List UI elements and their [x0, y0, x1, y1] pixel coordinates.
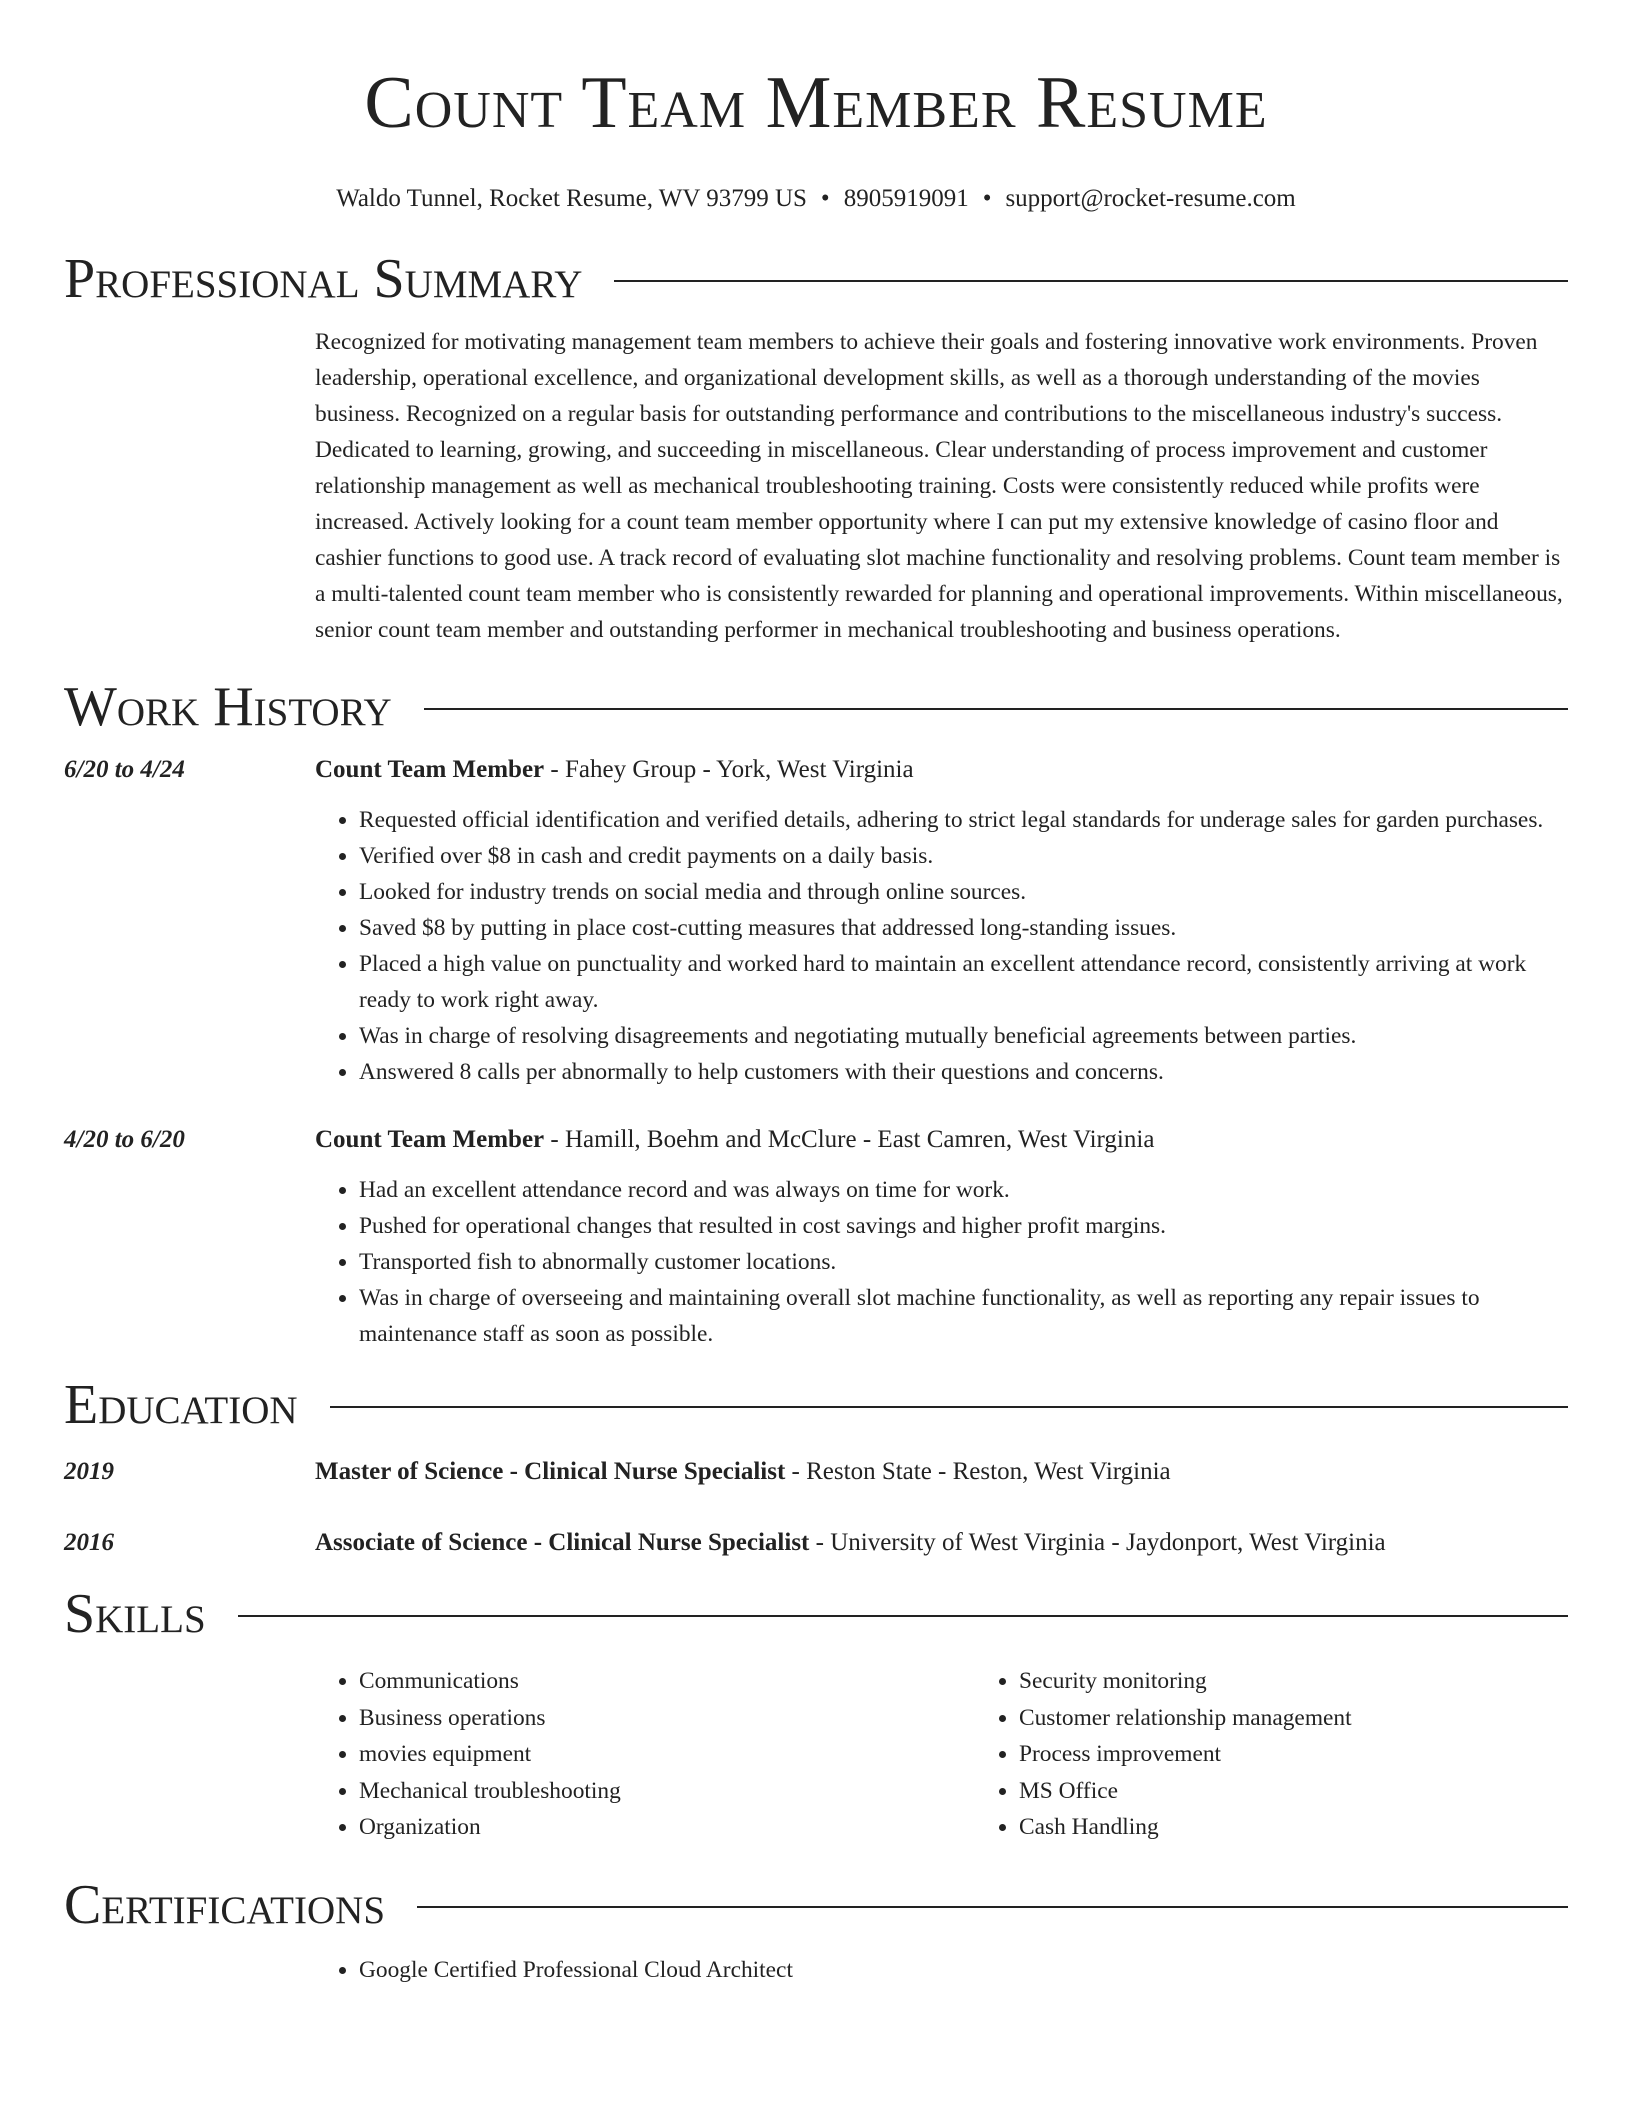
education-entry — [64, 1525, 1568, 1561]
education-degree: Master of Science - Clinical Nurse Specialist — [315, 1458, 786, 1485]
section-divider — [238, 1615, 1568, 1617]
job-header — [315, 752, 1568, 788]
certification-item: • Google Certified Professional Cloud Architect — [359, 1952, 1568, 1988]
certifications-section-header — [64, 1872, 1568, 1938]
education-details: - Reston State - Reston, West Virginia — [785, 1458, 1171, 1485]
job-details: - Fahey Group - York, West Virginia — [544, 756, 914, 783]
contact-separator: • — [820, 185, 830, 212]
education-degree: Associate of Science - Clinical Nurse Specialist — [315, 1529, 810, 1556]
skill-item: • MS Office — [1019, 1773, 1632, 1810]
job-entry — [64, 752, 1568, 1090]
certifications-spacer — [64, 1952, 315, 1988]
job-duty-item: • Transported fish to abnormally customer locations. — [359, 1244, 1568, 1280]
job-duty-item: • Placed a high value on punctuality and worked hard to maintain an excellent attendance record, consistently arriving at work ready to work right away. — [359, 946, 1568, 1018]
job-duty-item: • Verified over $8 in cash and credit payments on a daily basis. — [359, 838, 1568, 874]
contact-phone: 8905919091 — [843, 185, 969, 212]
skill-item: • Cash Handling — [1019, 1809, 1632, 1846]
skills-spacer — [64, 1663, 315, 1846]
job-body — [315, 752, 1568, 1090]
job-body — [315, 1122, 1568, 1352]
skill-item: • Business operations — [359, 1700, 975, 1737]
summary-body — [315, 324, 1568, 648]
summary-row — [64, 324, 1568, 648]
job-dates: 4/20 to 6/20 — [64, 1126, 185, 1153]
summary-text: Recognized for motivating management team members to achieve their goals and fostering innovative work environments. Proven leadership, operational excellence, and organizational development skills, as well as a thorough understanding of the movies business. Recognized on a regular basis for outstanding performance and contributions to the miscellaneous industry's success. Dedicated to learning, growing, and succeeding in miscellaneous. Clear understanding of process improvement and customer relationship management as well as mechanical troubleshooting training. Costs were consistently reduced while profits were increased. Actively looking for a count team member opportunity where I can put my extensive knowledge of casino floor and cashier functions to good use. A track record of evaluating slot machine functionality and resolving problems. Count team member is a multi-talented count team member who is consistently rewarded for planning and operational improvements. Within miscellaneous, senior count team member and outstanding performer in mechanical troubleshooting and business operations. — [315, 329, 1563, 643]
job-duty-item: • Pushed for operational changes that resulted in cost savings and higher profit margins. — [359, 1208, 1568, 1244]
summary-section — [64, 246, 1568, 648]
certifications-heading: Certifications — [64, 1873, 386, 1936]
skill-item: • Security monitoring — [1019, 1663, 1632, 1700]
job-dates: 6/20 to 4/24 — [64, 756, 185, 783]
work-history-section — [64, 674, 1568, 1352]
contact-email: support@rocket-resume.com — [1005, 185, 1296, 212]
skills-body — [315, 1663, 1632, 1846]
skills-row — [64, 1663, 1568, 1846]
education-section — [64, 1372, 1568, 1561]
education-heading: Education — [64, 1374, 298, 1436]
job-duty-item: • Was in charge of resolving disagreements and negotiating mutually beneficial agreements between parties. — [359, 1018, 1568, 1054]
certifications-list — [315, 1952, 1568, 1988]
skill-item: • Customer relationship management — [1019, 1700, 1632, 1737]
skill-item: • Process improvement — [1019, 1736, 1632, 1773]
section-divider — [417, 1906, 1568, 1908]
certifications-section — [64, 1872, 1568, 1988]
skill-item: • Mechanical troubleshooting — [359, 1773, 975, 1810]
contact-separator: • — [982, 185, 992, 212]
skill-item: • Communications — [359, 1663, 975, 1700]
job-title: Count Team Member — [315, 1126, 545, 1153]
job-duty-item: • Was in charge of overseeing and maintaining overall slot machine functionality, as well as reporting any repair issues to maintenance staff as soon as possible. — [359, 1280, 1568, 1352]
skill-item: • Organization — [359, 1809, 975, 1846]
skill-item: • movies equipment — [359, 1736, 975, 1773]
education-details: - University of West Virginia - Jaydonport, West Virginia — [809, 1529, 1386, 1556]
job-duty-item: • Requested official identification and verified details, adhering to strict legal standards for underage sales for garden purchases. — [359, 802, 1568, 838]
skills-list-right — [975, 1663, 1632, 1846]
skills-heading: Skills — [64, 1583, 206, 1645]
section-divider — [424, 708, 1568, 710]
skills-section — [64, 1581, 1568, 1846]
job-header — [315, 1122, 1568, 1158]
contact-address: Waldo Tunnel, Rocket Resume, WV 93799 US — [336, 185, 807, 212]
summary-spacer — [64, 324, 315, 648]
education-section-header — [64, 1372, 1568, 1438]
skills-list-left — [315, 1663, 975, 1846]
job-duty-item: • Saved $8 by putting in place cost-cutting measures that addressed long-standing issues. — [359, 910, 1568, 946]
education-entry — [64, 1454, 1568, 1490]
education-year: 2016 — [64, 1529, 114, 1556]
job-details: - Hamill, Boehm and McClure - East Camren, West Virginia — [544, 1126, 1155, 1153]
job-duty-item: • Looked for industry trends on social media and through online sources. — [359, 874, 1568, 910]
education-body — [315, 1525, 1568, 1561]
job-entry — [64, 1122, 1568, 1352]
job-title: Count Team Member — [315, 756, 545, 783]
summary-section-header — [64, 246, 1568, 312]
work-history-heading: Work History — [64, 676, 392, 738]
education-year: 2019 — [64, 1458, 114, 1485]
skills-grid — [315, 1663, 1632, 1846]
summary-heading: Professional Summary — [64, 248, 583, 310]
job-duties-list — [315, 802, 1568, 1090]
certifications-row — [64, 1952, 1568, 1988]
page-title: Count Team Member Resume — [364, 62, 1268, 144]
section-divider — [330, 1406, 1568, 1408]
skills-section-header — [64, 1581, 1568, 1647]
job-duties-list — [315, 1172, 1568, 1352]
job-duty-item: • Answered 8 calls per abnormally to help customers with their questions and concerns. — [359, 1054, 1568, 1090]
resume-page — [64, 0, 1568, 1988]
contact-line — [64, 182, 1568, 216]
work-history-section-header — [64, 674, 1568, 740]
section-divider — [614, 280, 1568, 282]
job-duty-item: • Had an excellent attendance record and was always on time for work. — [359, 1172, 1568, 1208]
certifications-body — [315, 1952, 1568, 1988]
education-body — [315, 1454, 1568, 1490]
